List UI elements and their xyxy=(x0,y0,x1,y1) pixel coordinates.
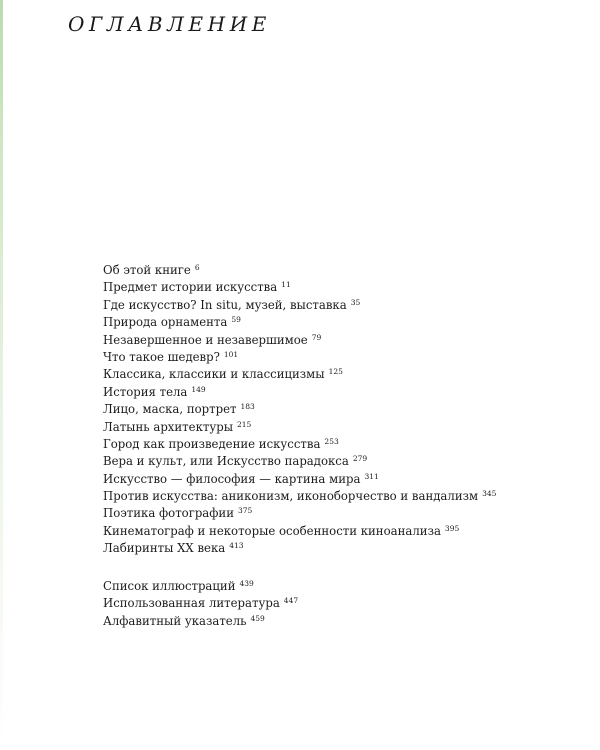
toc-entry-page-number: 79 xyxy=(311,332,322,342)
toc-entry xyxy=(103,297,563,314)
toc-entry-page-number: 35 xyxy=(350,297,361,307)
toc-entry-title: Лицо, маска, портрет xyxy=(103,402,237,417)
toc-entry-title: Незавершенное и незавершимое xyxy=(103,332,308,347)
toc-entry-title: Алфавитный указатель xyxy=(103,613,247,628)
toc-entry-title: Кинематограф и некоторые особенности киноанализа xyxy=(103,523,441,538)
toc-entry xyxy=(103,262,563,279)
toc-entry-title: Природа орнамента xyxy=(103,315,228,330)
toc-entry-page-number: 253 xyxy=(324,436,339,446)
toc-entry xyxy=(103,279,563,296)
toc-entry-page-number: 447 xyxy=(283,596,299,606)
toc-entry xyxy=(103,523,563,540)
toc-entry-page-number: 101 xyxy=(223,349,239,359)
toc-entry-title: Поэтика фотографии xyxy=(103,506,235,521)
toc-entry-title: Искусство — философия — картина мира xyxy=(103,471,361,486)
toc-entry xyxy=(103,349,563,366)
toc-entry xyxy=(103,505,563,522)
toc-entry-page-number: 215 xyxy=(237,419,252,429)
toc-main-list xyxy=(103,262,563,558)
toc-entry xyxy=(103,453,563,470)
toc-entry-page-number: 149 xyxy=(191,384,206,394)
toc-entry-title: Лабиринты XX века xyxy=(103,541,226,556)
toc-entry-title: Предмет истории искусства xyxy=(103,280,278,295)
toc-entry-page-number: 59 xyxy=(231,315,241,325)
toc-entry-title: Латынь архитектуры xyxy=(103,419,234,434)
toc-entry xyxy=(103,488,563,505)
toc-entry xyxy=(103,366,563,383)
toc-entry xyxy=(103,540,563,557)
toc-entry xyxy=(103,401,563,418)
page-title: ОГЛАВЛЕНИЕ xyxy=(68,12,271,36)
toc-entry-page-number: 11 xyxy=(281,280,291,290)
toc-entry xyxy=(103,419,563,436)
toc-entry-title: Против искусства: аниконизм, иконоборчество и вандализм xyxy=(103,489,479,504)
toc-back-matter-list xyxy=(103,578,563,630)
toc-entry-page-number: 395 xyxy=(444,523,460,533)
toc-entry-page-number: 183 xyxy=(240,402,255,412)
toc-entry xyxy=(103,595,563,612)
toc-entry xyxy=(103,332,563,349)
toc-entry-page-number: 311 xyxy=(364,471,379,481)
toc-entry-page-number: 375 xyxy=(238,506,253,516)
toc-entry xyxy=(103,613,563,630)
toc-entry xyxy=(103,384,563,401)
toc-entry-page-number: 125 xyxy=(328,367,343,377)
toc-entry-page-number: 345 xyxy=(482,489,497,499)
toc-entry-page-number: 6 xyxy=(194,263,200,272)
scan-edge xyxy=(0,0,3,750)
toc-entry-title: Классика, классики и классицизмы xyxy=(103,367,325,382)
toc-entry xyxy=(103,436,563,453)
toc-entry-page-number: 459 xyxy=(250,613,265,623)
toc-entry-title: Использованная литература xyxy=(103,596,280,611)
toc-entry-title: Где искусство? In situ, музей, выставка xyxy=(103,297,347,312)
toc-entry-page-number: 413 xyxy=(229,541,244,551)
toc-entry-page-number: 279 xyxy=(352,454,368,464)
toc-entry-title: Что такое шедевр? xyxy=(103,349,220,364)
toc-entry-title: Об этой книге xyxy=(103,263,191,277)
toc-entry xyxy=(103,314,563,331)
toc-entry-page-number: 439 xyxy=(239,579,254,588)
toc-entry xyxy=(103,471,563,488)
toc-entry-title: Вера и культ, или Искусство парадокса xyxy=(103,454,349,469)
toc-entry-title: История тела xyxy=(103,384,188,399)
toc-entry-title: Список иллюстраций xyxy=(103,579,236,593)
toc-entry-title: Город как произведение искусства xyxy=(103,436,321,451)
toc-entry xyxy=(103,578,563,595)
